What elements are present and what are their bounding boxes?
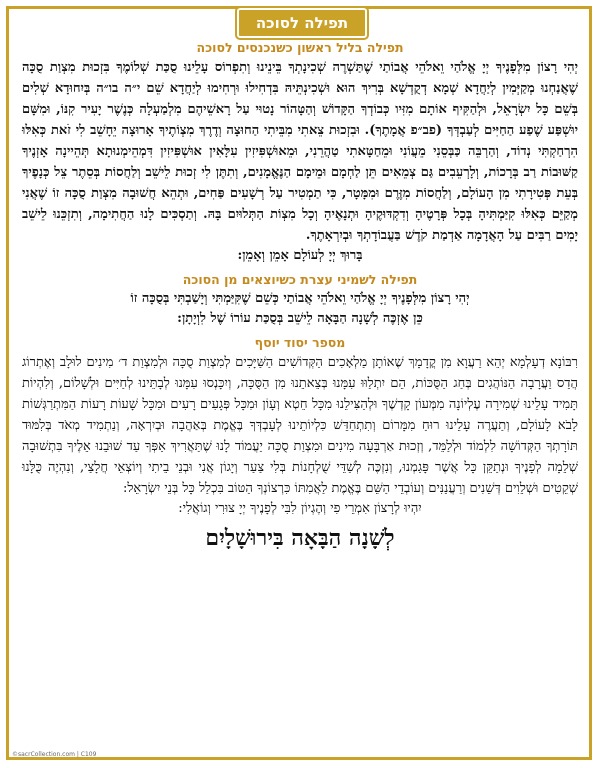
section-title: תפילה בליל ראשון כשנכנסים לסוכה [196,40,404,55]
footer-credit: ©sacrCollection.com | C109 [12,751,97,758]
prayer-text: רִבּוֹנָא דְעָלְמָא יְהֵא רַעֲוָא מִן קֳדָמָךְ שֶׁאוֹתָן מַלְאָכִים הַקְּדוֹשִׁים הַשַּׁיָּכִים לְמִצְוַת סֻכָּה וּלְמִצְוַת ד׳ מִינִים לוּלָב וְאֶתְרוֹג הֲדַס וַעֲרָבָה הַנּוֹהֲגִים בְּחַג הַסֻּכּוֹת, הֵם יִתְלַוּוּ עִמָּנוּ בְּצֵאתֵנוּ מִן הַסֻּכָּה, וְיִכָּנְסוּ עִמָּנוּ לְבָתֵּינוּ לְחַיִּים וּלְשָׁלוֹם, וְלִהְיוֹת תָּמִיד עָלֵינוּ שְׁמִירָה עֶלְיוֹנָה מִמְּעוֹן קָדְשֶׁךָ וּלְהַצִּילֵנוּ מִכָּל חֵטְא וְעָוֹן וּמִכָּל פְּגָעִים רָעִים וּמִכָּל שָׁעוֹת רָעוֹת הַמִּתְרַגְּשׁוֹת לָבֹא לָעוֹלָם, וְתַעֲרֶה עָלֵינוּ רוּחַ מִמָּרוֹם וְתִתְחַדֵּשׁ כִּלְיוֹתֵינוּ לְעָבְדְּךָ בֶּאֱמֶת בְּאַהֲבָה וּבְיִרְאָה, וְנַתְמִיד מְאֹד בְּלִמּוּד תּוֹרָתְךָ הַקְּדוֹשָׁה לִלְמוֹד וּלְלַמֵּד, וְזְכוּת אַרְבָּעָה מִינִים וּמִצְוַת סֻכָּה יַעֲמוֹד לָנוּ שֶׁתַּאֲרִיךְ אַפְּךָ עַד שׁוּבֵנוּ אֵלֶיךָ בִּתְשׁוּבָה שְׁלֵמָה לְפָנֶיךָ וּנְתַקֵּן כָּל אֲשֶׁר פָּגַמְנוּ, וְנִזְכֶּה לְשַׁדֵּי שֻׁלְחָנוֹת בְּלִי צַעַר וְיָגוֹן אֲנִי וּבְנֵי בֵיתִי וְיוֹצְאֵי חֲלָצַי, וְנִהְיֶה כֻּלָּנוּ שְׁקֵטִים וּשְׁלֵוִים דְּשֵׁנִים וְרַעֲנַנִּים וְעוֹבְדֵי הַשֵּׁם בֶּאֱמֶת לַאֲמִתּוֹ כִּרְצוֹנְךָ הַטּוֹב בִּכְלַל כָּל בְּנֵי יִשְׂרָאֵל: [22,355,578,496]
prayer-closing: כֵּן אֶזְכֶּה לְשָׁנָה הַבָּאָה לֵישֵׁב בְּסֻכַּת עוֹרוֹ שֶׁל לִוְיָתָן: [177,311,423,326]
page-title: תפילה לסוכה [255,14,349,32]
section-yesod-yosef [22,335,578,519]
prayer-content [22,40,578,551]
section-title: מספר יסוד יוסף [254,335,346,350]
section-title: תפילה לשמיני עצרת כשיוצאים מן הסוכה [182,272,418,287]
title-banner [237,8,367,38]
prayer-closing: יִהְיוּ לְרָצוֹן אִמְרֵי פִי וְהֶגְיוֹן לִבִּי לְפָנֶיךָ יְיָ צוּרִי וְגוֹאֲלִי: [178,501,422,516]
prayer-text: יְהִי רָצוֹן מִלְּפָנֶיךָ יְיָ אֱלֹהַי וֵאלֹהֵי אֲבוֹתַי כְּשֵׁם שֶׁקִּיַּמְתִּי וְיָשַׁבְתִּי בְּסֻכָּה זוֹ [130,291,470,306]
section-shemini-atzeret [22,272,578,329]
prayer-text: יְהִי רָצוֹן מִלְּפָנֶיךָ יְיָ אֱלֹהַי וֵאלֹהֵי אֲבוֹתַי שֶׁתַּשְׁרֶה שְׁכִינָתְךָ בֵּינֵינוּ וְתִפְרוֹס עָלֵינוּ סֻכַּת שְׁלוֹמֶךָ בִּזְכוּת מִצְוַת סֻכָּה שֶׁאֲנַחְנוּ מְקַיְּמִין לְיַחֲדָא שְׁמָא דְקֻדְשָׁא בְּרִיךְ הוּא וּשְׁכִינְתֵּיהּ בִּדְחִילוּ וּרְחִימוּ לְיַחֲדָא שֵׁם י״ה בו״ה בְּיִחוּדָא שְׁלִים בְּשֵׁם כָּל יִשְׂרָאֵל, וּלְהַקִּיף אוֹתָם מִזִּיו כְּבוֹדְךָ הַקָּדוֹשׁ וְהַטָּהוֹר נָטוּי עַל רָאשֵׁיהֶם מִלְמַעְלָה כְּנֶשֶׁר יָעִיר קִנּוֹ, וּמִשָּׁם יוּשְׁפַּע שֶׁפַע הַחַיִּים לְעַבְדְּךָ (פב״פ אֲמָתֶךָ). וּבִזְכוּת צֵאתִי מִבֵּיתִי הַחוּצָה וְדֶרֶךְ מִצְוֹתֶיךָ אָרוּצָה יֵחָשֵׁב לִי זֹאת כְּאִלּוּ הִרְחַקְתִּי נְדוֹד, וְהַרְבֵּה כַּבְּסֵנִי מֵעֲוֹנִי וּמֵחַטָּאתִי טַהֲרֵנִי, וּמֵאוּשְׁפִּיזִין עִלָּאִין אוּשְׁפִּיזִין דִּמְהֵימְנוּתָא תְּהֵיינָה אָזְנֶיךָ קַשּׁוּבוֹת רַב בְּרָכוֹת, וְלָרְעֵבִים גַּם צְמֵאִים תֵּן לַחְמָם וּמֵימָם הַנֶּאֱמָנִים, וְתִתֶּן לִי זְכוּת לֵישֵׁב וְלַחֲסוֹת בְּסֵתֶר צֵל כְּנָפֶיךָ בְּעֵת פְּטִירָתִי מִן הָעוֹלָם, וְלַחֲסוֹת מִזֶּרֶם וּמִמָּטָר, כִּי תַמְטִיר עַל רְשָׁעִים פַּחִים, וּתְהֵא חֲשׁוּבָה מִצְוַת סֻכָּה זוֹ שֶׁאֲנִי מְקַיֵּם כְּאִלּוּ קִיַּמְתִּיהָ בְּכָל פְּרָטֶיהָ וְדִקְדּוּקֶיהָ וּתְנָאֶיהָ וְכָל מִצְוֹת הַתְּלוּיִם בָּהּ. וְתַסְכִּים לָנוּ הַחֲתִימָה, וְתִזְכֵּנוּ לֵישֵׁב יָמִים רַבִּים עַל הָאֲדָמָה אַדְמַת קֹדֶשׁ בַּעֲבוֹדָתְךָ וּבְיִרְאָתֶךָ. [22,60,578,243]
section-first-night [22,40,578,266]
next-year-jerusalem: לְשָׁנָה הַבָּאָה בִּירוּשָׁלָיִם [205,525,395,551]
prayer-closing: בָּרוּךְ יְיָ לְעוֹלָם אָמֵן וְאָמֵן: [237,248,363,263]
